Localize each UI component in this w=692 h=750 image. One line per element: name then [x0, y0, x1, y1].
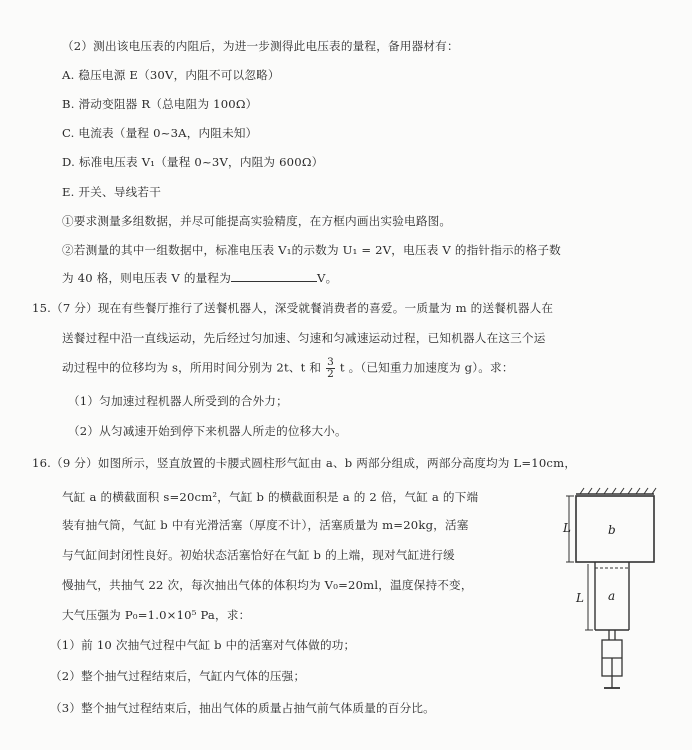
q15-line3-pre: 动过程中的位移均为 s，所用时间分别为 2t、t 和: [62, 360, 322, 375]
label-a: a: [608, 589, 616, 603]
fraction-three-halves: $\frac{3}{2}$: [327, 356, 334, 380]
requirement-2-text: 为 40 格，则电压表 V 的量程为: [62, 271, 231, 285]
requirement-1: ①要求测量多组数据，并尽可能提高实验精度，在方框内画出实验电路图。: [62, 214, 452, 228]
q16-line4: 与气缸间封闭性良好。初始状态活塞恰好在气缸 b 的上端，现对气缸进行缓: [62, 548, 455, 562]
q16-sub1: （1）前 10 次抽气过程中气缸 b 中的活塞对气体做的功；: [50, 638, 356, 652]
q15-line2: 送餐过程中沿一直线运动，先后经过匀加速、匀速和匀减速运动过程，已知机器人在这三个运: [62, 331, 546, 345]
q16-line1: 16.（9 分）如图所示，竖直放置的卡腰式圆柱形气缸由 a、b 两部分组成，两部分高度均为 L=10cm，: [32, 456, 577, 470]
pump: [602, 630, 622, 688]
requirement-2-line1: ②若测量的其中一组数据中，标准电压表 V₁的示数为 U₁ = 2V，电压表 V 的指针指示的格子数: [62, 243, 561, 257]
part2-intro: （2）测出该电压表的内阻后，为进一步测得此电压表的量程，备用器材有：: [62, 39, 459, 53]
q16-line5: 慢抽气，共抽气 22 次，每次抽出气体的体积均为 V₀=20ml，温度保持不变，: [62, 578, 473, 592]
q15-line3-post: t 。（已知重力加速度为 g）。求：: [339, 360, 514, 375]
requirement-2-unit: V。: [317, 271, 338, 285]
label-L-top: L: [563, 521, 571, 535]
equipment-e: E. 开关、导线若干: [62, 185, 161, 199]
answer-blank[interactable]: [231, 270, 317, 282]
q15-line1: 15.（7 分）现在有些餐厅推行了送餐机器人，深受就餐消费者的喜爱。一质量为 m 的送餐机器人在: [32, 301, 554, 315]
equipment-b: B. 滑动变阻器 R（总电阻为 100Ω）: [62, 97, 258, 111]
q15-sub2: （2）从匀减速开始到停下来机器人所走的位移大小。: [68, 424, 347, 438]
equipment-c: C. 电流表（量程 0~3A，内阻未知）: [62, 126, 258, 140]
q16-line3: 装有抽气筒，气缸 b 中有光滑活塞（厚度不计），活塞质量为 m=20kg，活塞: [62, 518, 469, 532]
label-b: b: [608, 523, 616, 537]
q16-sub3: （3）整个抽气过程结束后，抽出气体的质量占抽气前气体质量的百分比。: [50, 701, 435, 715]
equipment-a: A. 稳压电源 E（30V，内阻不可以忽略）: [62, 68, 280, 82]
top-cap: [576, 488, 656, 494]
q16-line2: 气缸 a 的横截面积 s=20cm²，气缸 b 的横截面积是 a 的 2 倍，气缸 a 的下端: [62, 490, 479, 504]
q15-line3: [62, 357, 514, 380]
q16-sub2: （2）整个抽气过程结束后，气缸内气体的压强；: [50, 669, 306, 683]
equipment-d: D. 标准电压表 V₁（量程 0~3V，内阻为 600Ω）: [62, 155, 324, 169]
q15-sub1: （1）匀加速过程机器人所受到的合外力；: [68, 394, 288, 408]
label-L-bottom: L: [576, 591, 584, 605]
cylinder-diagram: [563, 482, 662, 692]
requirement-2-line2: [62, 270, 337, 286]
q16-line6: 大气压强为 P₀=1.0×10⁵ Pa，求：: [62, 608, 251, 622]
dimension-lines: [566, 496, 593, 630]
